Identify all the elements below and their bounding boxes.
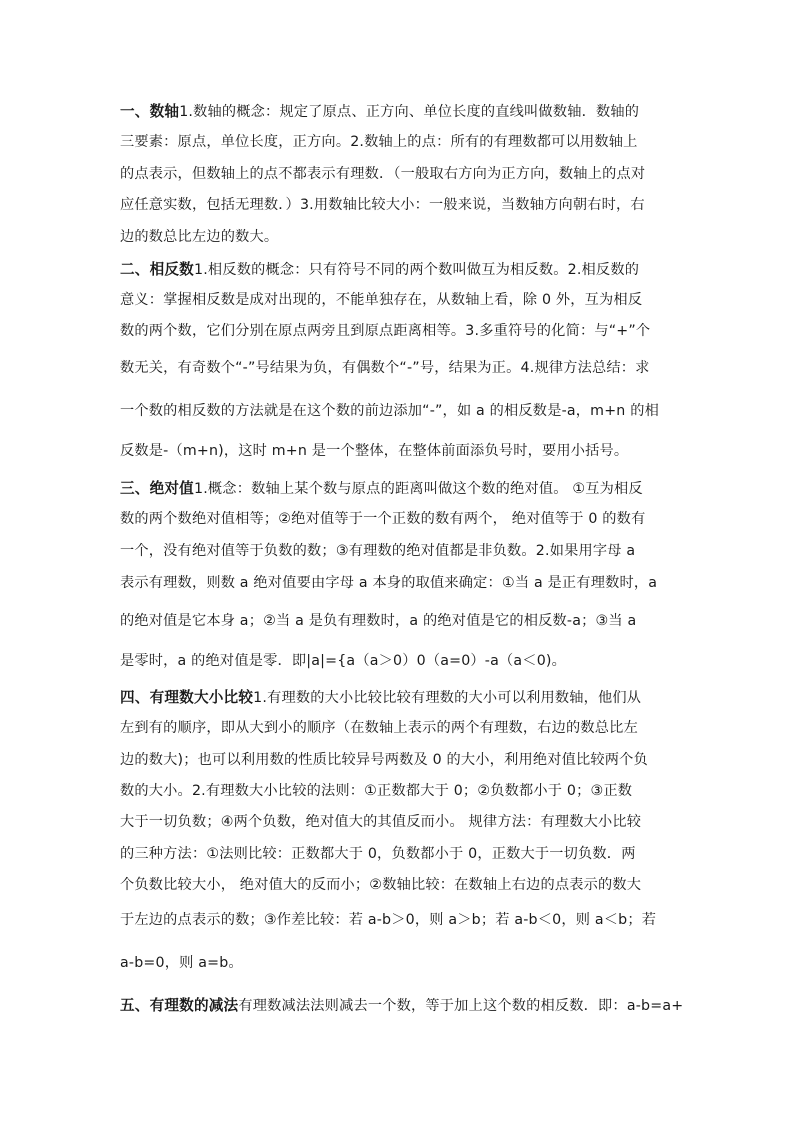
section-heading: 三、绝对值 (120, 480, 194, 497)
text-line: 反数是-（m+n)，这时 m+n 是一个整体，在整体前面添负号时，要用小括号。 (120, 443, 629, 459)
text-line: 的点表示，但数轴上的点不都表示有理数．（一般取右方向为正方向，数轴上的点对 (120, 166, 646, 182)
text-line: a-b=0，则 a=b。 (120, 955, 243, 971)
text-line: 1.数轴的概念：规定了原点、正方向、单位长度的直线叫做数轴．数轴的 (179, 104, 640, 120)
text-line: 边的数总比左边的数大。 (120, 229, 279, 245)
text-line: 应任意实数，包括无理数．）3.用数轴比较大小：一般来说，当数轴方向朝右时，右 (120, 197, 645, 213)
text-line: 意义：掌握相反数是成对出现的，不能单独存在，从数轴上看，除 0 外，互为相反 (120, 292, 643, 308)
text-line: 的三种方法：①法则比较：正数都大于 0，负数都小于 0，正数大于一切负数．两 (120, 846, 636, 862)
section-heading: 五、有理数的减法 (120, 997, 239, 1014)
section-heading: 二、相反数 (120, 261, 194, 278)
text-line: 数的两个数，它们分别在原点两旁且到原点距离相等。3.多重符号的化简：与“+”个 (120, 323, 651, 339)
text-line: 是零时，a 的绝对值是零．即|a|={a（a＞0）0（a=0）-a（a＜0)。 (120, 653, 567, 669)
text-line: 1.有理数的大小比较比较有理数的大小可以利用数轴，他们从 (253, 690, 642, 706)
text-line: 数无关，有奇数个“-”号结果为负，有偶数个“-”号，结果为正。4.规律方法总结：求 (120, 360, 650, 376)
text-line: 1.概念：数轴上某个数与原点的距离叫做这个数的绝对值。 ①互为相反 (193, 481, 643, 497)
text-line: 于左边的点表示的数；③作差比较：若 a-b＞0，则 a＞b；若 a-b＜0，则 a＜b；若 (120, 912, 657, 928)
text-line: 边的数大)；也可以利用数的性质比较异号两数及 0 的大小，利用绝对值比较两个负 (120, 752, 648, 768)
section-heading: 四、有理数大小比较 (120, 689, 254, 706)
text-line: 1.相反数的概念：只有符号不同的两个数叫做互为相反数。2.相反数的 (193, 262, 640, 278)
text-line: 左到有的顺序，即从大到小的顺序（在数轴上表示的两个有理数，右边的数总比左 (120, 720, 638, 736)
text-line: 个负数比较大小， 绝对值大的反而小；②数轴比较：在数轴上右边的点表示的数大 (120, 877, 642, 893)
text-line: 大于一切负数；④两个负数，绝对值大的其值反而小。 规律方法：有理数大小比较 (120, 814, 642, 830)
section-heading: 一、数轴 (120, 103, 180, 120)
text-line: 数的两个数绝对值相等；②绝对值等于一个正数的数有两个， 绝对值等于 0 的数有 (120, 511, 646, 527)
text-line: 数的大小。2.有理数大小比较的法则：①正数都大于 0；②负数都小于 0；③正数 (120, 783, 633, 799)
text-line: 表示有理数，则数 a 绝对值要由字母 a 本身的取值来确定：①当 a 是正有理数时，a (120, 575, 658, 591)
text-line: 一个，没有绝对值等于负数的数；③有理数的绝对值都是非负数。2.如果用字母 a (120, 543, 636, 559)
text-line: 三要素：原点，单位长度，正方向。2.数轴上的点：所有的有理数都可以用数轴上 (120, 134, 638, 150)
text-line: 有理数减法法则减去一个数，等于加上这个数的相反数．即：a-b=a+ (238, 998, 684, 1014)
text-line: 一个数的相反数的方法就是在这个数的前边添加“-”，如 a 的相反数是-a，m+n 的相 (120, 403, 659, 419)
text-line: 的绝对值是它本身 a；②当 a 是负有理数时，a 的绝对值是它的相反数-a；③当 a (120, 613, 637, 629)
